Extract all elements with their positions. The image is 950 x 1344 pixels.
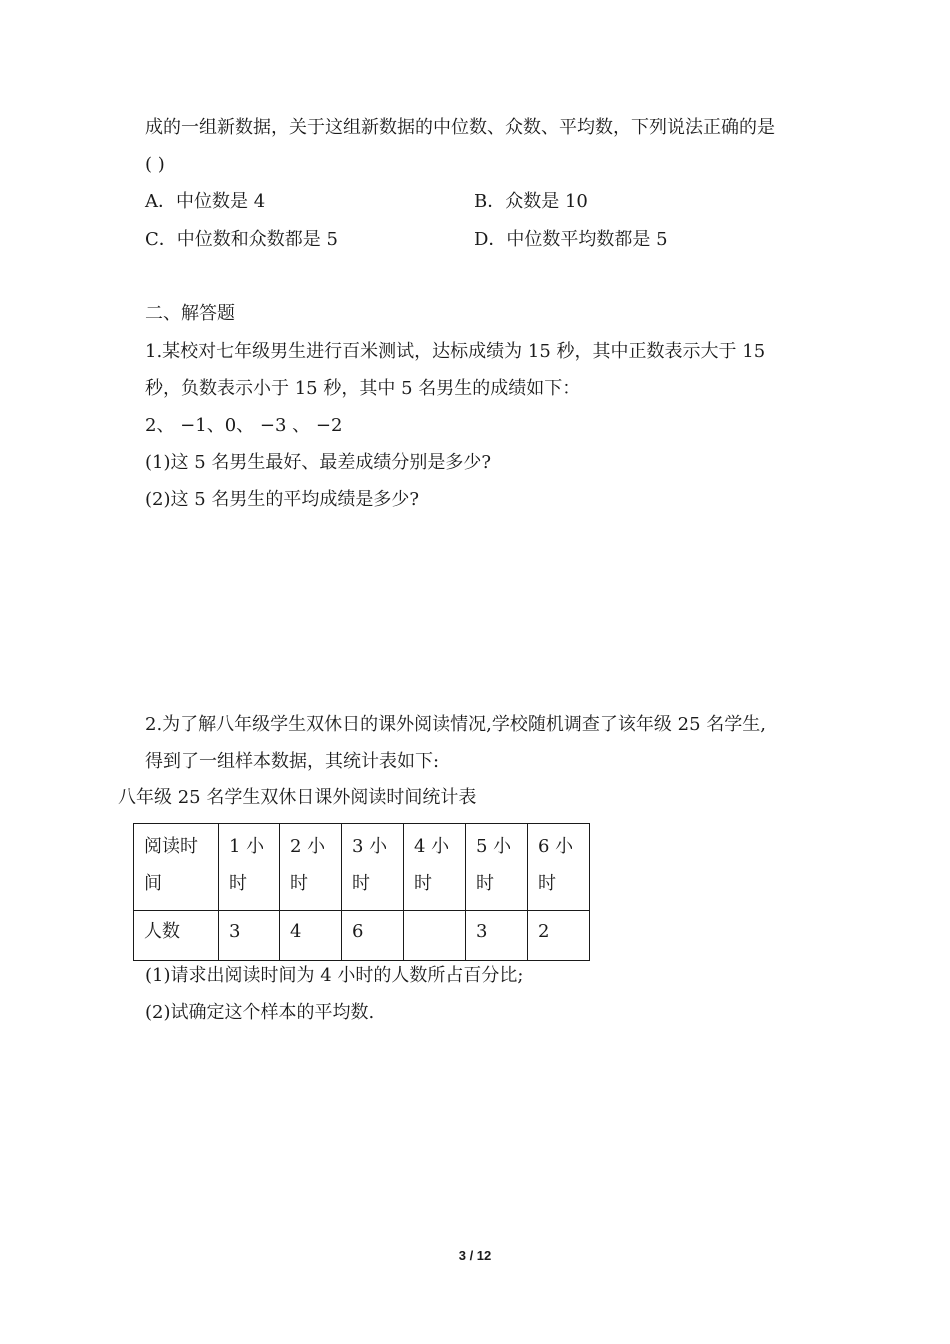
q1-sub2: (2)这 5 名男生的平均成绩是多少? — [145, 489, 420, 510]
table-cell: 2 — [528, 911, 590, 961]
q1-scores: 2、 −1、0、 −3 、 −2 — [145, 415, 343, 436]
q1-text-line1: 1.某校对七年级男生进行百米测试，达标成绩为 15 秒，其中正数表示大于 15 — [145, 341, 766, 362]
table-header-cell: 2 小时 — [280, 824, 342, 911]
section-heading: 二、解答题 — [145, 303, 235, 324]
q2-text-line2: 得到了一组样本数据，其统计表如下: — [145, 751, 440, 772]
q1-text-line2: 秒，负数表示小于 15 秒，其中 5 名男生的成绩如下： — [145, 378, 581, 399]
table-header-cell: 阅读时间 — [134, 824, 219, 911]
table-header-cell: 4 小时 — [404, 824, 466, 911]
table-header-cell: 1 小时 — [219, 824, 280, 911]
q2-sub2: (2)试确定这个样本的平均数. — [145, 1002, 375, 1023]
q1-sub1: (1)这 5 名男生最好、最差成绩分别是多少? — [145, 452, 492, 473]
table-title: 八年级 25 名学生双休日课外阅读时间统计表 — [118, 787, 477, 808]
q2-text-line1: 2.为了解八年级学生双休日的课外阅读情况,学校随机调查了该年级 25 名学生, — [145, 714, 766, 735]
option-a: A．中位数是 4 — [145, 191, 266, 212]
page-number: 3 / 12 — [458, 1248, 492, 1263]
table-cell: 6 — [342, 911, 404, 961]
q2-sub1: (1)请求出阅读时间为 4 小时的人数所占百分比; — [145, 965, 524, 986]
table-cell: 人数 — [134, 911, 219, 961]
table-row — [134, 911, 590, 961]
option-b: B．众数是 10 — [474, 191, 588, 212]
table-header-row — [134, 824, 590, 911]
table-cell: 4 — [280, 911, 342, 961]
table-header-cell: 3 小时 — [342, 824, 404, 911]
question-text-line: 成的一组新数据，关于这组新数据的中位数、众数、平均数，下列说法正确的是 — [145, 117, 775, 138]
table-header-cell: 5 小时 — [466, 824, 528, 911]
reading-time-table — [133, 823, 590, 961]
table-cell — [404, 911, 466, 961]
table-cell: 3 — [466, 911, 528, 961]
option-d: D．中位数平均数都是 5 — [474, 229, 668, 250]
option-c: C．中位数和众数都是 5 — [145, 229, 338, 250]
table-cell: 3 — [219, 911, 280, 961]
answer-blank: ( ) — [145, 154, 165, 175]
table-header-cell: 6 小时 — [528, 824, 590, 911]
